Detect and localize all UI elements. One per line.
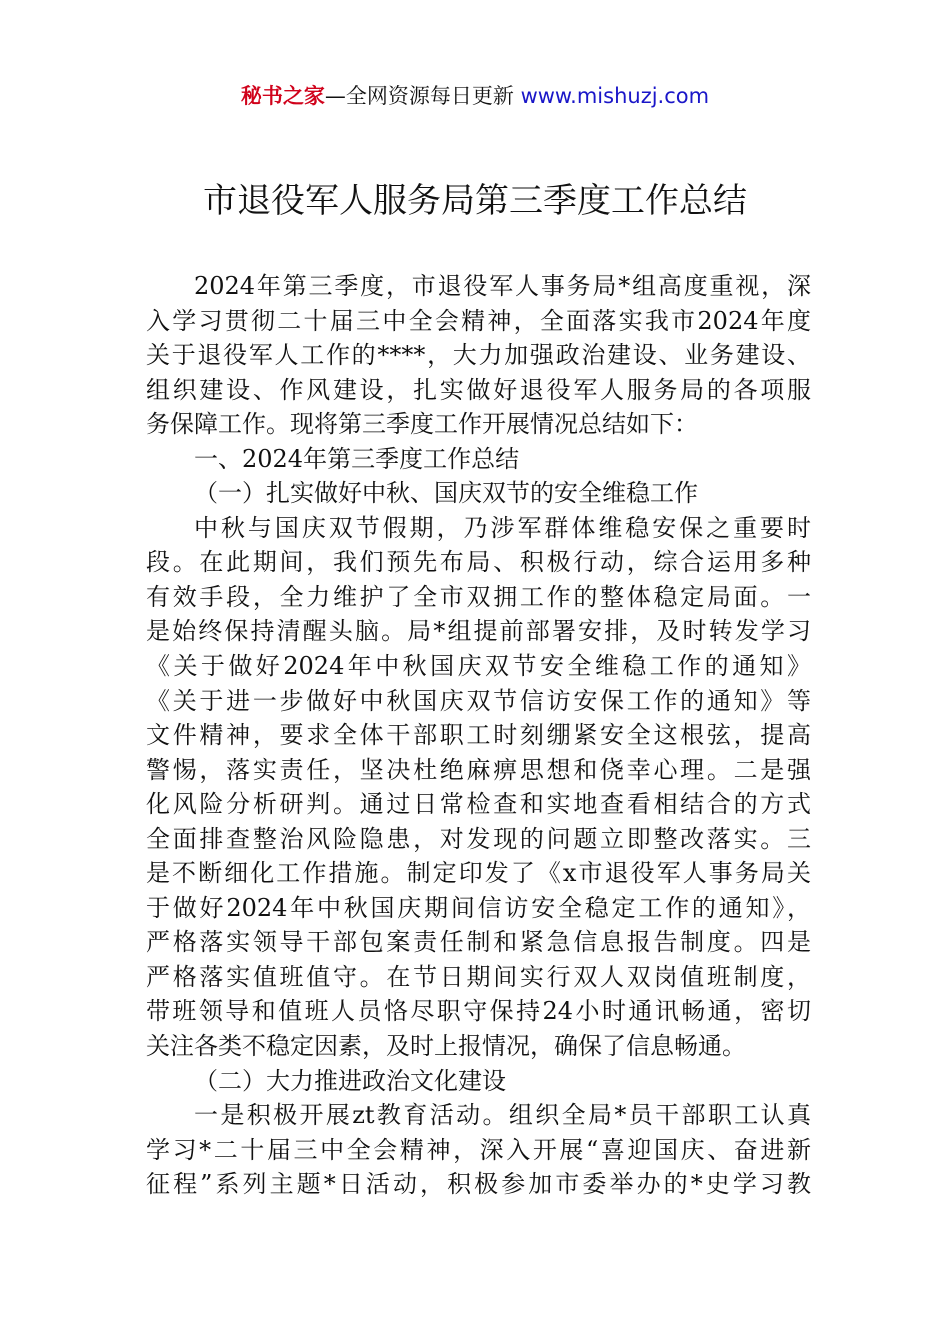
section-heading: 一、2024年第三季度工作总结 [194,444,520,473]
text-line: 组织建设、作风建设，扎实做好退役军人服务局的各项服 [146,375,811,404]
text-line: 关注各类不稳定因素，及时上报情况，确保了信息畅通。 [146,1032,746,1061]
text-line: 严格落实值班值守。在节日期间实行双人双岗值班制度， [146,962,811,991]
text-line: 警惕，落实责任，坚决杜绝麻痹思想和侥幸心理。二是强 [146,755,811,784]
text-line: 《关于做好2024年中秋国庆双节安全维稳工作的通知》 [146,652,811,681]
text-line: 文件精神，要求全体干部职工时刻绷紧安全这根弦，提高 [146,721,811,750]
brand-tagline: —全网资源每日更新 [324,84,514,108]
text-line: 学习*二十届三中全会精神，深入开展“喜迎国庆、奋进新 [146,1135,811,1164]
document-body [146,269,811,1202]
text-line: 入学习贯彻二十届三中全会精神，全面落实我市2024年度 [146,306,811,335]
text-line: 是不断细化工作措施。制定印发了《x市退役军人事务局关 [146,859,811,888]
text-line: 严格落实领导干部包案责任制和紧急信息报告制度。四是 [146,928,811,957]
text-line: 全面排查整治风险隐患，对发现的问题立即整改落实。三 [146,824,811,853]
text-line: 段。在此期间，我们预先布局、积极行动，综合运用多种 [146,548,811,577]
text-line: 化风险分析研判。通过日常检查和实地查看相结合的方式 [146,790,811,819]
text-line: 中秋与国庆双节假期，乃涉军群体维稳安保之重要时 [194,513,811,542]
text-line: 带班领导和值班人员恪尽职守保持24小时通讯畅通，密切 [146,997,811,1026]
text-line: 一是积极开展zt教育活动。组织全局*员干部职工认真 [194,1101,811,1130]
text-line: 务保障工作。现将第三季度工作开展情况总结如下： [146,410,698,439]
text-line: 是始终保持清醒头脑。局*组提前部署安排，及时转发学习 [146,617,811,646]
document-title: 市退役军人服务局第三季度工作总结 [203,181,747,221]
text-line: 于做好2024年中秋国庆期间信访安全稳定工作的通知》， [146,893,811,922]
watermark-header [0,80,950,112]
subsection-heading: （一）扎实做好中秋、国庆双节的安全维稳工作 [194,479,698,508]
brand-name: 秘书之家 [240,84,325,108]
text-line: 关于退役军人工作的****，大力加强政治建设、业务建设、 [146,341,811,370]
text-line: 《关于进一步做好中秋国庆双节信访安保工作的通知》等 [146,686,811,715]
text-line: 征程”系列主题*日活动，积极参加市委举办的*史学习教 [146,1170,811,1199]
text-line: 2024年第三季度，市退役军人事务局*组高度重视，深 [194,272,811,300]
subsection-heading: （二）大力推进政治文化建设 [194,1066,506,1095]
text-line: 有效手段，全力维护了全市双拥工作的整体稳定局面。一 [146,582,811,611]
brand-url[interactable]: www.mishuzj.com [520,84,710,108]
